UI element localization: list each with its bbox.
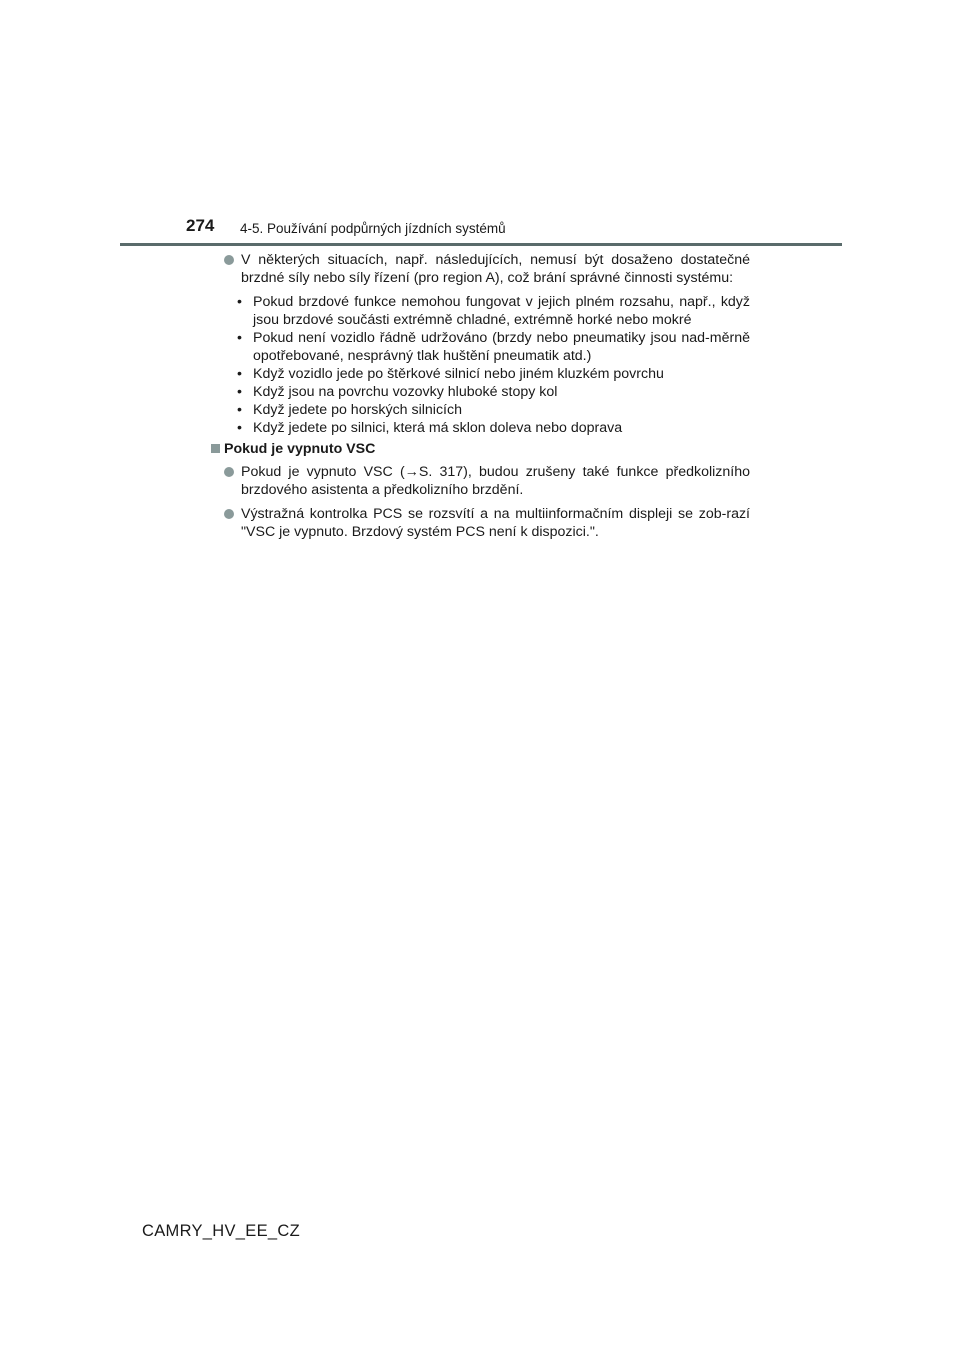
footer-code: CAMRY_HV_EE_CZ [142,1222,300,1240]
bullet-icon: • [237,384,242,400]
paragraph-text: Výstražná kontrolka PCS se rozsvítí a na multiinformačním displeji se zob-razí "VSC je vypnuto. Brzdový systém PCS není k dispozici.". [241,506,750,540]
bullet-icon: • [237,420,242,436]
list-item [224,401,750,419]
circle-bullet-icon [224,255,234,265]
section-title: 4-5. Používání podpůrných jízdních systémů [240,221,506,236]
paragraph-text: Pokud je vypnuto VSC (→S. 317), budou zrušeny také funkce předkolizního brzdového asistenta a předkolizního brzdění. [241,464,750,498]
list-item [224,293,750,329]
header-rule [120,243,842,246]
list-item-text: Když jsou na povrchu vozovky hluboké stopy kol [253,384,558,400]
list-item [224,329,750,365]
bullet-icon: • [237,330,242,346]
square-bullet-icon [211,444,220,453]
paragraph-warning-light [224,505,750,541]
list-item-text: Pokud není vozidlo řádně udržováno (brzdy nebo pneumatiky jsou nad-měrně opotřebované, nesprávný tlak huštění pneumatik atd.) [253,330,750,364]
paragraph-conditions [224,251,750,287]
condition-list [224,293,750,437]
bullet-icon: • [237,402,242,418]
list-item-text: Když jedete po silnici, která má sklon doleva nebo doprava [253,420,623,436]
paragraph-text: V některých situacích, např. následujících, nemusí být dosaženo dostatečné brzdné síly nebo síly řízení (pro region A), což brání správné činnosti systému: [241,252,750,286]
list-item-text: Pokud brzdové funkce nemohou fungovat v jejich plném rozsahu, např., když jsou brzdové součásti extrémně chladné, extrémně horké nebo mokré [253,294,750,328]
page-number: 274 [186,216,215,235]
list-item [224,365,750,383]
circle-bullet-icon [224,509,234,519]
paragraph-vsc-off [224,463,750,499]
circle-bullet-icon [224,467,234,477]
section-heading [224,440,750,458]
content [224,251,750,541]
heading-text: Pokud je vypnuto VSC [224,441,376,457]
list-item-text: Když jedete po horských silnicích [253,402,462,418]
bullet-icon: • [237,366,242,382]
bullet-icon: • [237,294,242,310]
list-item [224,419,750,437]
list-item [224,383,750,401]
list-item-text: Když vozidlo jede po štěrkové silnicí nebo jiném kluzkém povrchu [253,366,664,382]
